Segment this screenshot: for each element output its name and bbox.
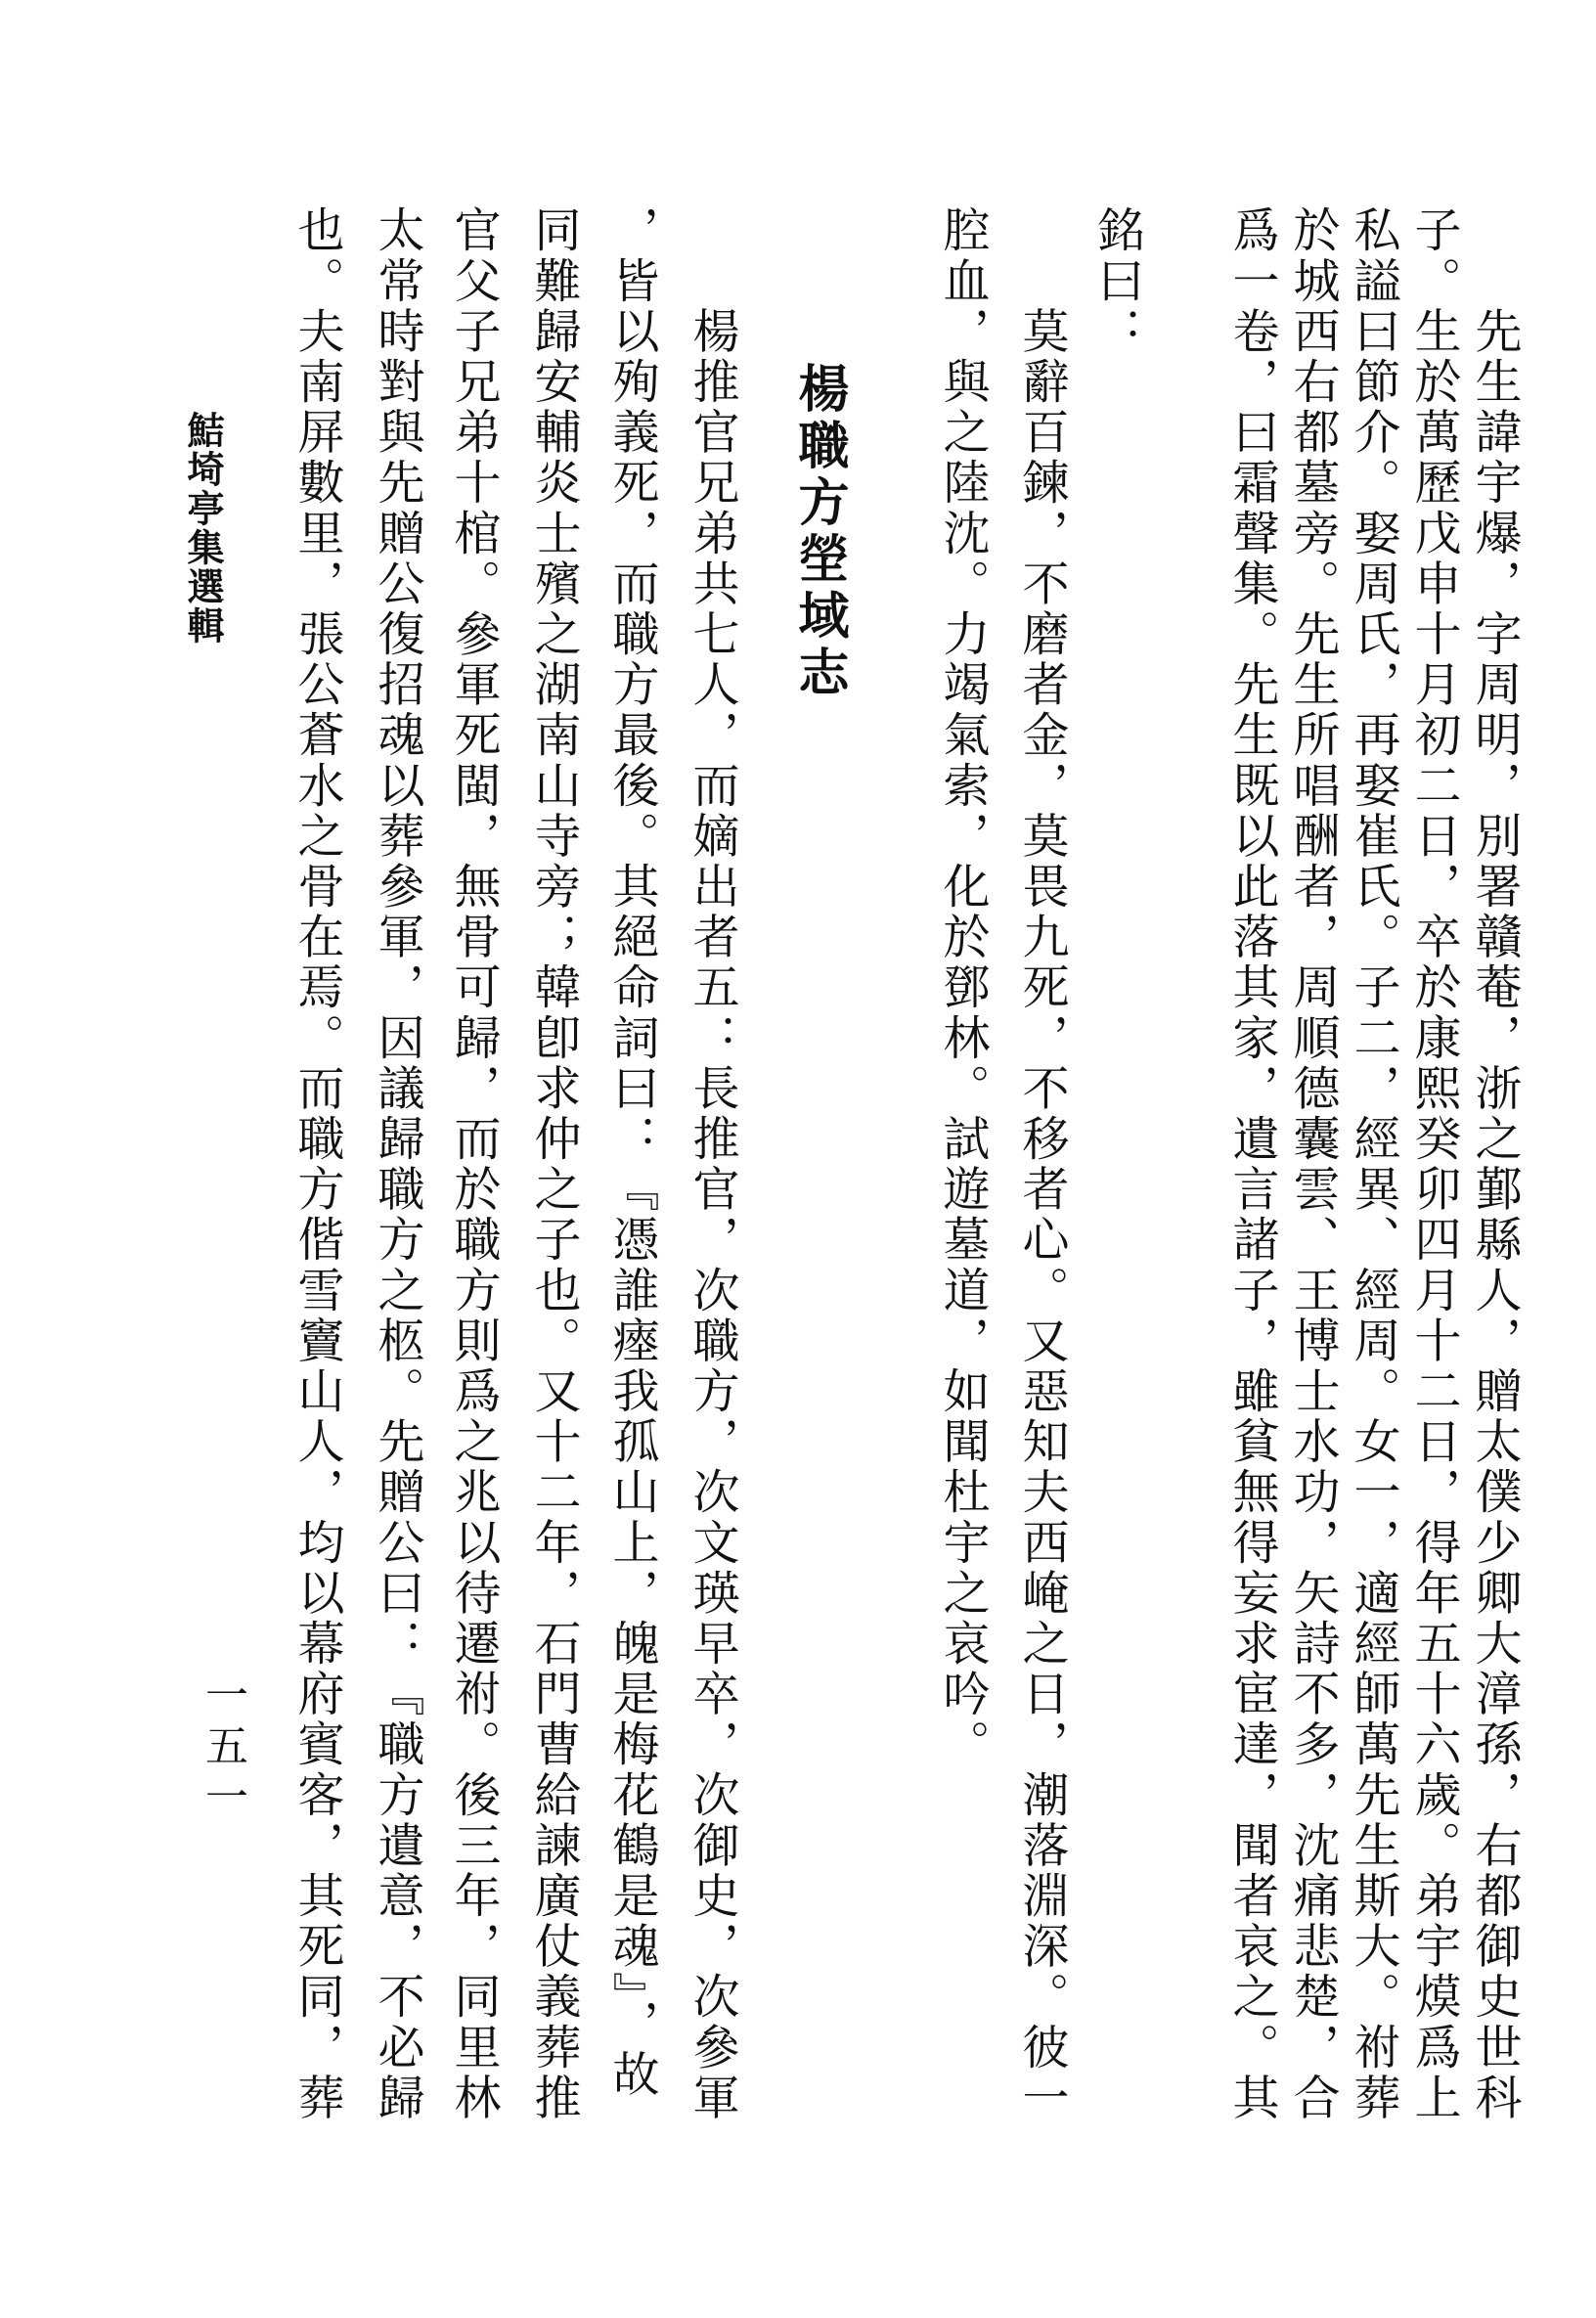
text-column: 爲一卷，曰霜聲集。先生既以此落其家，遺言諸子，雖貧無得妄求宦達，聞者哀之。其 xyxy=(1224,205,1279,2123)
text-column: 太常時對與先贈公復招魂以葬參軍，因議歸職方之柩。先贈公曰：『職方遺意，不必歸 xyxy=(370,205,424,2123)
section-heading: 楊職方塋域志 xyxy=(789,362,848,702)
page-number: 一五一 xyxy=(198,1672,247,1825)
text-column: 莫辭百鍊，不磨者金，莫畏九死，不移者心。又惡知夫西崦之日，潮落淵深。彼一 xyxy=(1014,205,1069,2123)
text-column: 楊推官兄弟共七人，而嫡出者五：長推官，次職方，次文瑛早卒，次御史，次參軍 xyxy=(685,205,739,2123)
text-column: 腔血，與之陸沈。力竭氣索，化於鄧林。試遊墓道，如聞杜宇之哀吟。 xyxy=(935,205,990,1770)
text-column: 先生諱宇爆，字周明，別署贛菴，浙之鄞縣人，贈太僕少卿大漳孫，右都御史世科 xyxy=(1467,205,1522,2123)
text-column: 於城西右都墓旁。先生所唱酬者，周順德囊雲、王博士水功，矢詩不多，沈痛悲楚，合 xyxy=(1285,205,1340,2123)
running-title: 鮚埼亭集選輯 xyxy=(181,411,224,646)
text-column: 子。生於萬歷戊申十月初二日，卒於康熙癸卯四月十二日，得年五十六歲。弟宇㷬爲上 xyxy=(1406,205,1461,2123)
text-column: 也。夫南屏數里，張公蒼水之骨在焉。而職方偕雪竇山人，均以幕府賓客，其死同，葬 xyxy=(289,205,344,2123)
text-column: 銘曰： xyxy=(1089,205,1144,357)
text-column: 私謚曰節介。娶周氏，再娶崔氏。子二，經異、經周。女一，適經師萬先生斯大。祔葬 xyxy=(1346,205,1400,2123)
text-column: ，皆以殉義死，而職方最後。其絕命詞曰：『憑誰瘞我孤山上，魄是梅花鶴是魂』，故 xyxy=(604,205,659,2100)
text-column: 官父子兄弟十棺。參軍死閩，無骨可歸，而於職方則爲之兆以待遷祔。後三年，同里林 xyxy=(446,205,501,2123)
text-column: 同難歸安輔炎士殯之湖南山寺旁；韓卽求仲之子也。又十二年，石門曹給諫廣仗義葬推 xyxy=(526,205,581,2123)
